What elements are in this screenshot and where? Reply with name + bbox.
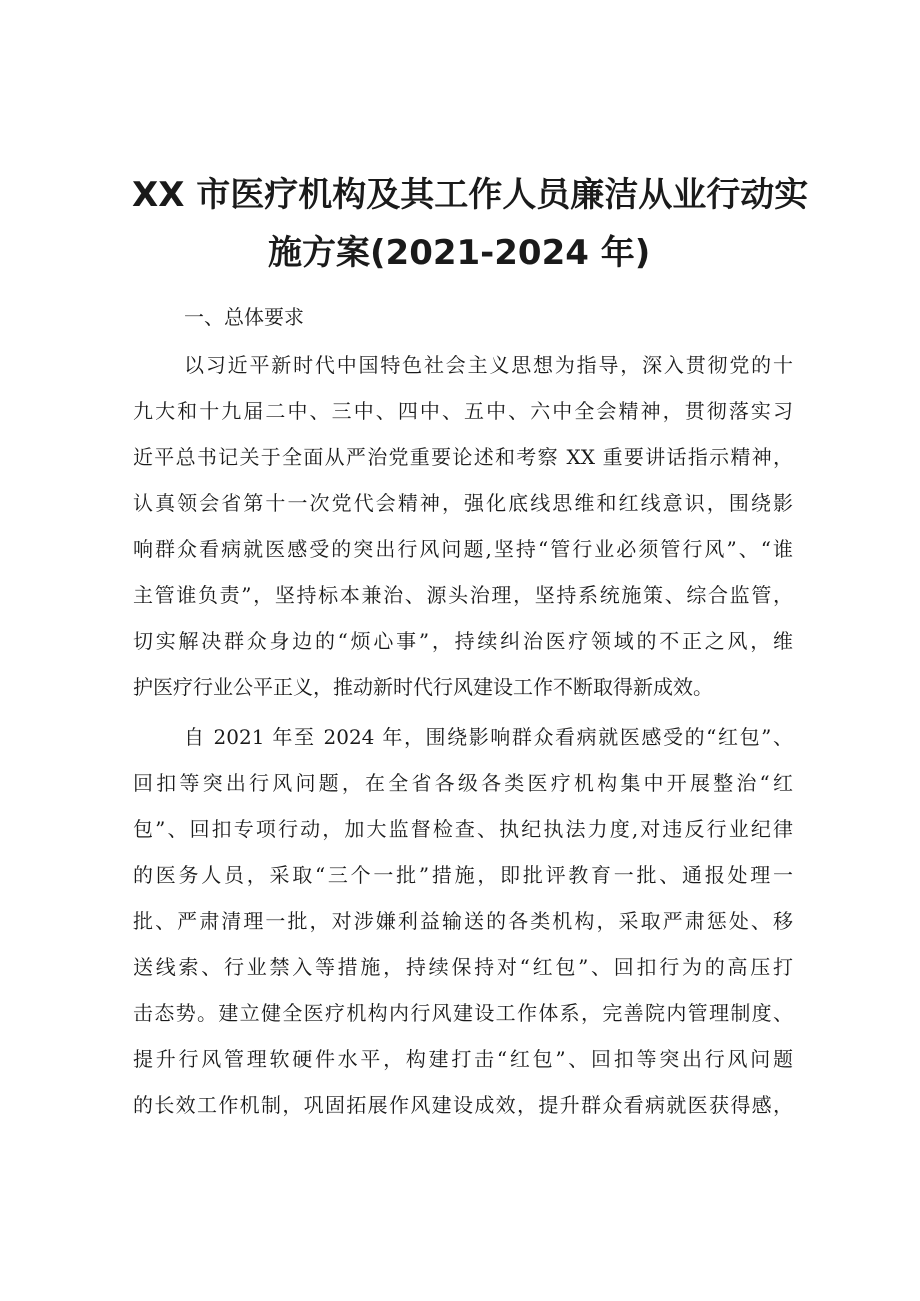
- paragraph-1-line: 九大和十九届二中、三中、四中、五中、六中全会精神，贯彻落实习: [133, 399, 793, 423]
- paragraph-2-line: 提升行风管理软硬件水平，构建打击“红包”、回扣等突出行风问题: [133, 1047, 793, 1071]
- section-heading-overall-requirements: 一、总体要求: [184, 305, 304, 329]
- paragraph-2-line: 击态势。建立健全医疗机构内行风建设工作体系，完善院内管理制度、: [133, 1001, 793, 1025]
- paragraph-2-line: 的长效工作机制，巩固拓展作风建设成效，提升群众看病就医获得感，: [133, 1093, 793, 1117]
- paragraph-1-line: 主管谁负责”，坚持标本兼治、源头治理，坚持系统施策、综合监管，: [133, 583, 793, 607]
- paragraph-1-line: 以习近平新时代中国特色社会主义思想为指导，深入贯彻党的十: [184, 353, 793, 377]
- paragraph-2-line: 批、严肃清理一批，对涉嫌利益输送的各类机构，采取严肃惩处、移: [133, 909, 793, 933]
- paragraph-2-line: 回扣等突出行风问题，在全省各级各类医疗机构集中开展整治“红: [133, 771, 793, 795]
- document-title-line-2: 施方案(2021-2024 年): [268, 233, 651, 273]
- paragraph-1-line: 近平总书记关于全面从严治党重要论述和考察 XX 重要讲话指示精神，: [133, 445, 793, 469]
- paragraph-1-line: 响群众看病就医感受的突出行风问题,坚持“管行业必须管行风”、“谁: [133, 537, 793, 561]
- paragraph-1-line: 切实解决群众身边的“烦心事”，持续纠治医疗领域的不正之风，维: [133, 629, 793, 653]
- paragraph-2-line: 包”、回扣专项行动，加大监督检查、执纪执法力度,对违反行业纪律: [133, 817, 793, 841]
- paragraph-2-line: 送线索、行业禁入等措施，持续保持对“红包”、回扣行为的高压打: [133, 955, 793, 979]
- document-title-line-1: XX 市医疗机构及其工作人员廉洁从业行动实: [132, 175, 809, 215]
- paragraph-2-line: 自 2021 年至 2024 年，围绕影响群众看病就医感受的“红包”、: [184, 725, 793, 749]
- paragraph-2-line: 的医务人员，采取“三个一批”措施，即批评教育一批、通报处理一: [133, 863, 793, 887]
- paragraph-1-line: 护医疗行业公平正义，推动新时代行风建设工作不断取得新成效。: [133, 675, 713, 699]
- paragraph-1-line: 认真领会省第十一次党代会精神，强化底线思维和红线意识，围绕影: [133, 491, 793, 515]
